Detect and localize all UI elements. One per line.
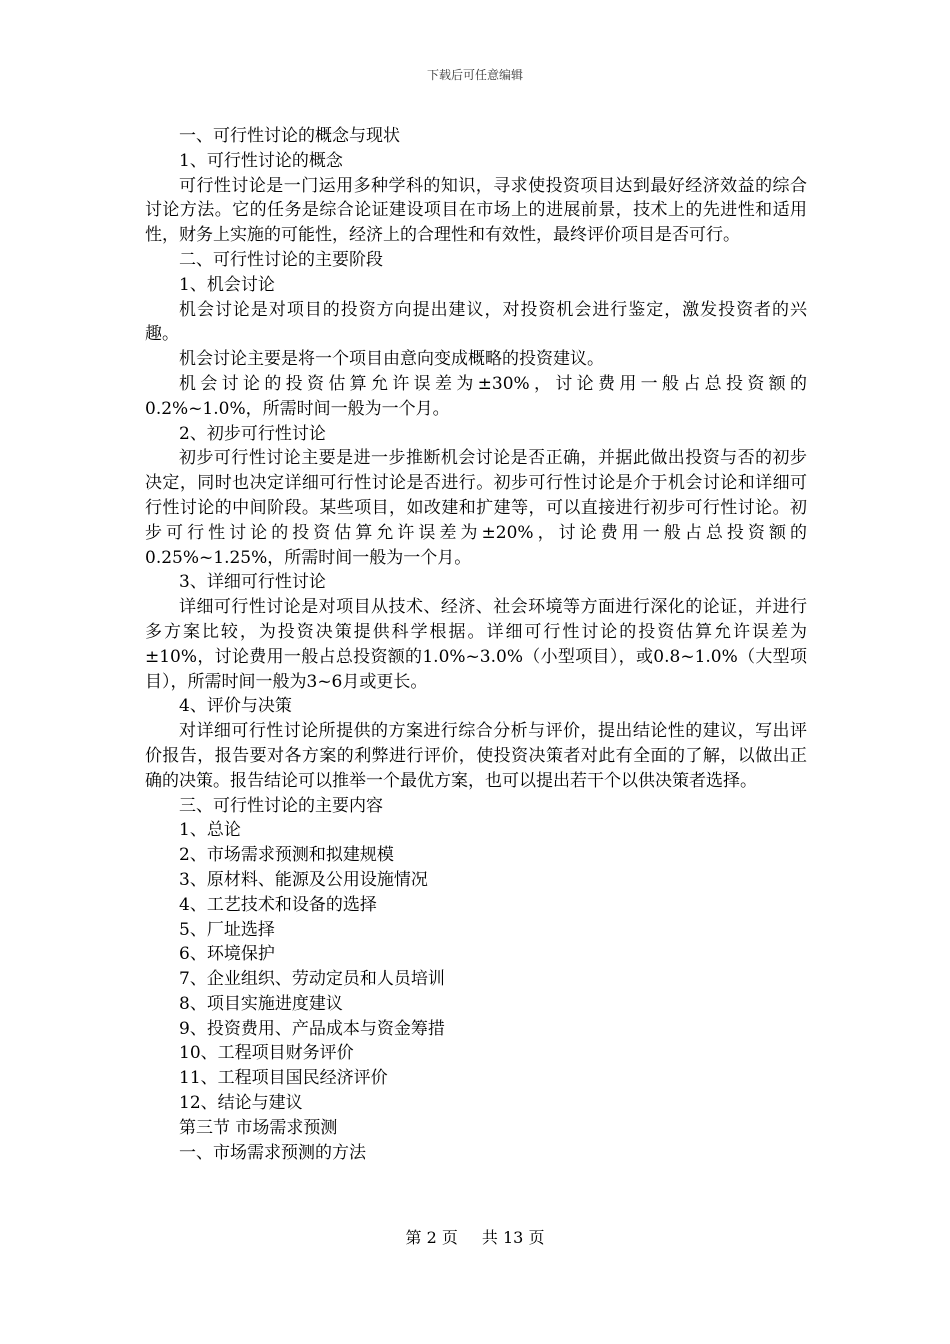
list-item: 4、工艺技术和设备的选择 [179, 894, 377, 915]
page-number: 第 2 页 [405, 1228, 458, 1247]
list-item: 7、企业组织、劳动定员和人员培训 [179, 969, 445, 990]
body-paragraph: 机会讨论的投资估算允许误差为±30%，讨论费用一般占总投资额的0.2%~1.0%，所需时间一般为一个月。 [145, 373, 807, 419]
section-heading: 三、可行性讨论的主要内容 [179, 795, 383, 816]
body-paragraph: 对详细可行性讨论所提供的方案进行综合分析与评价，提出结论性的建议，写出评价报告，报告要对各方案的利弊进行评价，使投资决策者对此有全面的了解，以做出正确的决策。报告结论可以推举一个最优方案，也可以提出若干个以供决策者选择。 [145, 721, 807, 791]
subsection-heading: 3、详细可行性讨论 [179, 572, 326, 593]
list-item: 10、工程项目财务评价 [179, 1043, 354, 1064]
chapter-heading: 第三节 市场需求预测 [179, 1117, 338, 1138]
body-paragraph: 详细可行性讨论是对项目从技术、经济、社会环境等方面进行深化的论证，并进行多方案比较，为投资决策提供科学根据。详细可行性讨论的投资估算允许误差为±10%，讨论费用一般占总投资额的1.0%~3.0%（小型项目），或0.8~1.0%（大型项目），所需时间一般为3~6月或更长。 [145, 597, 807, 692]
body-paragraph: 机会讨论是对项目的投资方向提出建议，对投资机会进行鉴定，激发投资者的兴趣。 [145, 299, 807, 345]
list-item: 9、投资费用、产品成本与资金筹措 [179, 1018, 445, 1039]
page-total: 共 13 页 [481, 1228, 545, 1247]
list-item: 11、工程项目国民经济评价 [179, 1068, 388, 1089]
subsection-heading: 4、评价与决策 [179, 696, 292, 717]
page-footer [0, 1225, 950, 1248]
subsection-heading: 1、机会讨论 [179, 274, 275, 295]
body-paragraph: 机会讨论主要是将一个项目由意向变成概略的投资建议。 [179, 349, 604, 370]
body-paragraph: 可行性讨论是一门运用多种学科的知识，寻求使投资项目达到最好经济效益的综合讨论方法。它的任务是综合论证建设项目在市场上的进展前景，技术上的先进性和适用性，财务上实施的可能性，经济上的合理性和有效性，最终评价项目是否可行。 [145, 175, 807, 246]
section-heading: 一、市场需求预测的方法 [179, 1142, 366, 1163]
list-item: 5、厂址选择 [179, 919, 275, 940]
subsection-heading: 2、初步可行性讨论 [179, 423, 326, 444]
document-body [145, 124, 807, 1165]
list-item: 8、项目实施进度建议 [179, 993, 343, 1014]
list-item: 3、原材料、能源及公用设施情况 [179, 869, 428, 890]
section-heading: 一、可行性讨论的概念与现状 [179, 126, 400, 146]
body-paragraph: 初步可行性讨论主要是进一步推断机会讨论是否正确，并据此做出投资与否的初步决定，同时也决定详细可行性讨论是否进行。初步可行性讨论是介于机会讨论和详细可行性讨论的中间阶段。某些项目，如改建和扩建等，可以直接进行初步可行性讨论。初步可行性讨论的投资估算允许误差为±20%，讨论费用一般占总投资额的0.25%~1.25%，所需时间一般为一个月。 [145, 448, 807, 568]
section-heading: 二、可行性讨论的主要阶段 [179, 249, 383, 270]
subsection-heading: 1、可行性讨论的概念 [179, 150, 343, 171]
list-item: 12、结论与建议 [179, 1093, 303, 1114]
page-header: 下载后可任意编辑 [426, 68, 523, 82]
list-item: 1、总论 [179, 820, 241, 841]
list-item: 2、市场需求预测和拟建规模 [179, 845, 394, 866]
list-item: 6、环境保护 [179, 944, 275, 965]
